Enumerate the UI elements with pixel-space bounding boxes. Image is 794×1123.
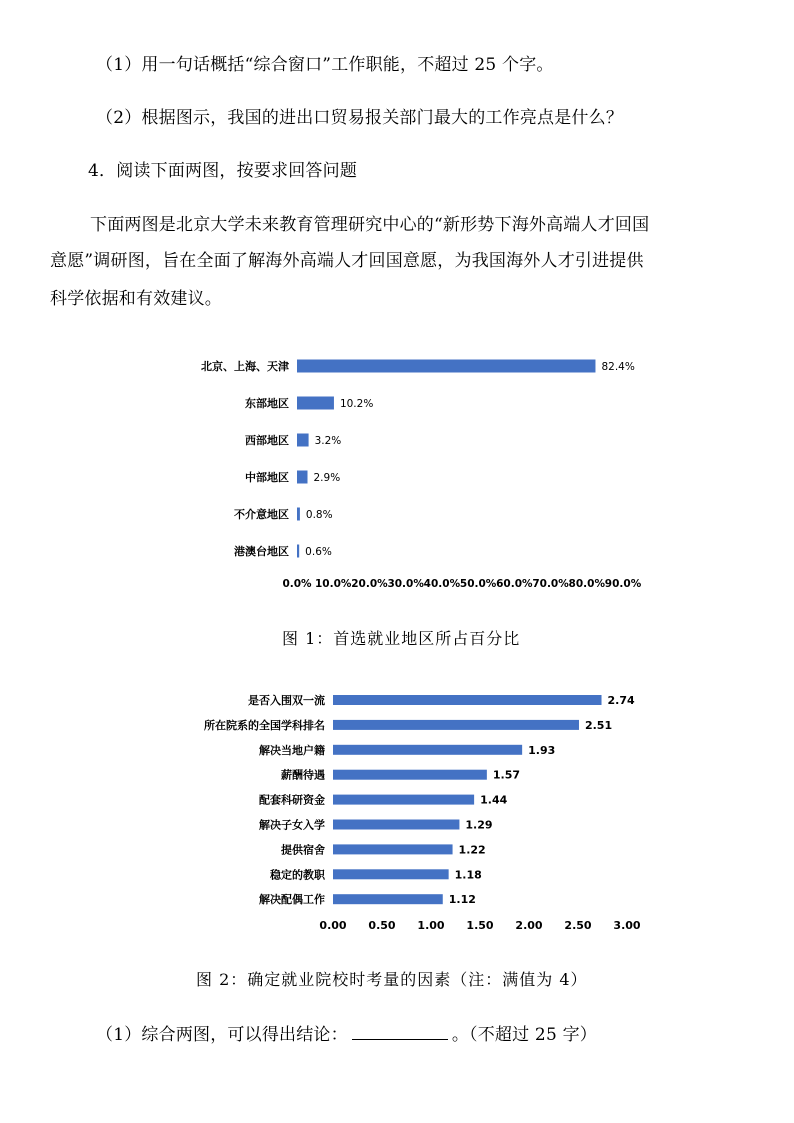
category-label: 中部地区 [245, 471, 289, 484]
category-label: 提供宿舍 [281, 843, 325, 857]
data-label: 1.93 [528, 743, 556, 757]
final-question [96, 1020, 597, 1045]
category-label: 港澳台地区 [234, 545, 289, 558]
intro-line-2: 意愿”调研图，旨在全面了解海外高端人才回国意愿，为我国海外人才引进提供 [50, 251, 644, 271]
question-2: （2）根据图示，我国的进出口贸易报关部门最大的工作亮点是什么？ [96, 108, 624, 128]
bar [333, 720, 579, 730]
category-label: 不介意地区 [234, 508, 289, 521]
tick-label: 3.00 [613, 919, 641, 932]
tick-label: 90.0% [604, 578, 642, 590]
category-label: 是否入围双一流 [248, 694, 325, 707]
category-label: 东部地区 [245, 397, 289, 410]
chart-2-caption: 图 2：确定就业院校时考量的因素（注：满值为 4） [196, 970, 588, 989]
category-label: 解决子女入学 [259, 818, 325, 832]
data-label: 1.12 [448, 893, 476, 907]
intro-line-1: 下面两图是北京大学未来教育管理研究中心的“新形势下海外高端人才回国 [90, 215, 650, 235]
answer-blank[interactable] [352, 1025, 448, 1040]
tick-label: 2.00 [515, 919, 543, 932]
tick-label: 40.0% [423, 578, 461, 590]
data-label: 0.8% [305, 509, 333, 521]
question-1: （1）用一句话概括“综合窗口”工作职能，不超过 25 个字。 [96, 55, 554, 75]
category-label: 稳定的教职 [270, 868, 325, 882]
data-label: 1.44 [480, 793, 508, 807]
final-question-prefix: （1）综合两图，可以得出结论： [96, 1025, 348, 1045]
intro-line-3: 科学依据和有效建议。 [50, 289, 222, 309]
bar [333, 820, 459, 830]
tick-label: 20.0% [351, 578, 388, 590]
tick-label: 2.50 [564, 919, 592, 932]
data-label: 3.2% [314, 435, 342, 447]
bar [333, 745, 522, 755]
category-label: 北京、上海、天津 [201, 360, 289, 373]
data-label: 1.29 [465, 818, 493, 832]
data-label: 1.57 [492, 768, 521, 782]
category-label: 薪酬待遇 [281, 768, 325, 782]
tick-label: 0.50 [368, 919, 396, 932]
data-label: 82.4% [601, 361, 635, 373]
question-4-title: 4．阅读下面两图，按要求回答问题 [88, 161, 358, 181]
data-label: 1.18 [454, 868, 482, 882]
chart-1-caption: 图 1：首选就业地区所占百分比 [282, 629, 521, 648]
tick-label: 0.0% [282, 578, 312, 590]
category-label: 解决配偶工作 [259, 893, 325, 907]
bar [333, 869, 449, 879]
bar [333, 695, 602, 705]
data-label: 1.22 [458, 843, 486, 857]
tick-label: 1.50 [466, 919, 494, 932]
bar [333, 844, 453, 854]
tick-label: 70.0% [532, 578, 569, 590]
data-label: 2.51 [584, 718, 613, 732]
data-label: 2.74 [607, 694, 635, 707]
category-label: 西部地区 [245, 434, 289, 447]
final-question-suffix: 。（不超过 25 字） [451, 1025, 597, 1045]
tick-label: 0.00 [319, 919, 347, 932]
category-label: 解决当地户籍 [259, 743, 325, 757]
bar [333, 894, 443, 904]
data-label: 0.6% [305, 546, 332, 558]
tick-label: 10.0% [315, 578, 352, 590]
data-label: 2.9% [313, 472, 341, 484]
tick-label: 30.0% [387, 578, 424, 590]
data-label: 10.2% [339, 398, 374, 410]
category-label: 所在院系的全国学科排名 [204, 718, 325, 732]
tick-label: 1.00 [417, 919, 445, 932]
tick-label: 60.0% [496, 578, 533, 590]
category-label: 配套科研资金 [259, 793, 325, 807]
bar [333, 770, 487, 780]
tick-label: 80.0% [568, 578, 605, 590]
tick-label: 50.0% [459, 578, 497, 590]
bar [333, 795, 474, 805]
